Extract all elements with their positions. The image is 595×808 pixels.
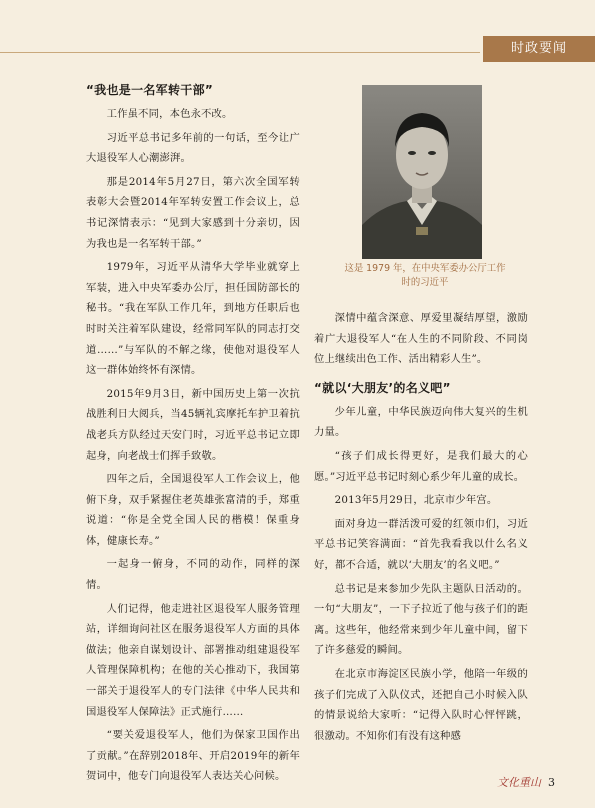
section-tag: 时政要闻 [483, 36, 595, 62]
paragraph: “要关爱退役军人，他们为保家卫国作出了贡献。”在辞别2018年、开启2019年的新年贺词中，他专门向退役军人表达关心问候。 [86, 729, 300, 783]
paragraph: 深情中蕴含深意、厚爱里凝结厚望，激励着广大退役军人“在人生的不同阶段、不同岗位上继续出色工作、活出精彩人生”。 [314, 312, 528, 366]
paragraph: 习近平总书记多年前的一句话，至今让广大退役军人心潮澎湃。 [86, 131, 300, 165]
paragraph: 1979年，习近平从清华大学毕业就穿上军装，进入中央军委办公厅，担任国防部长的秘书。“我在军队工作几年，到地方任职后也时时关注着军队建设，经常同军队的同志打交道……”与军队的不解之缘，使他对退役军人这一群体始终怀有深情。 [86, 261, 300, 377]
paragraph: 面对身边一群活泼可爱的红领巾们，习近平总书记笑容满面：“首先我看我以什么名义好，都不合适，就以‘大朋友’的名义吧。” [314, 517, 528, 571]
magazine-logo: 文化重山 [497, 776, 541, 789]
paragraph: 四年之后，全国退役军人工作会议上，他俯下身，双手紧握住老英雄张富清的手，郑重说道：“你是全党全国人民的楷模！保重身体，健康长寿。” [86, 473, 300, 547]
paragraph: 那是2014年5月27日，第六次全国军转表彰大会暨2014年军转安置工作会议上，总书记深情表示：“见到大家感到十分亲切，因为我也是一名军转干部。” [86, 175, 300, 250]
paragraph: 总书记是来参加少先队主题队日活动的。一句“大朋友”，一下子拉近了他与孩子们的距离。这些年，他经常来到少年儿童中间，留下了许多慈爱的瞬间。 [314, 582, 528, 657]
paragraph: 2015年9月3日，新中国历史上第一次抗战胜利日大阅兵，当45辆礼宾摩托车护卫着抗战老兵方队经过天安门时，习近平总书记立即起身，向老战士们挥手致敬。 [86, 387, 300, 462]
paragraph: “孩子们成长得更好，是我们最大的心愿。”习近平总书记时刻心系少年儿童的成长。 [314, 449, 528, 483]
paragraph: 2013年5月29日，北京市少年宫。 [334, 494, 498, 507]
header-rule [0, 52, 480, 53]
section-heading-big-friend: “就以‘大朋友’的名义吧” [314, 380, 451, 395]
photo-caption: 这是 1979 年，在中央军委办公厅工作时的习近平 [344, 263, 506, 288]
left-column [86, 80, 300, 790]
paragraph: 工作虽不同，本色永不改。 [106, 108, 233, 120]
portrait-illustration [362, 85, 482, 259]
right-column [314, 308, 528, 749]
section-heading-veterans: “我也是一名军转干部” [86, 83, 214, 97]
paragraph: 一起身一俯身，不同的动作，同样的深情。 [86, 558, 300, 592]
page-number: 3 [548, 776, 555, 789]
paragraph: 在北京市海淀区民族小学，他陪一年级的孩子们完成了入队仪式，还把自己小时候入队的情景说给大家听：“记得入队时心怦怦跳，很激动。不知你们有没有这种感 [314, 667, 528, 742]
paragraph: 人们记得，他走进社区退役军人服务管理站，详细询问社区在服务退役军人方面的具体做法；他亲自谋划设计、部署推动组建退役军人管理保障机构；在他的关心推动下，我国第一部关于退役军人的专门法律《中华人民共和国退役军人保障法》正式施行…… [86, 602, 300, 718]
portrait-photo [362, 85, 482, 259]
paragraph: 少年儿童，中华民族迈向伟大复兴的生机力量。 [314, 405, 528, 439]
